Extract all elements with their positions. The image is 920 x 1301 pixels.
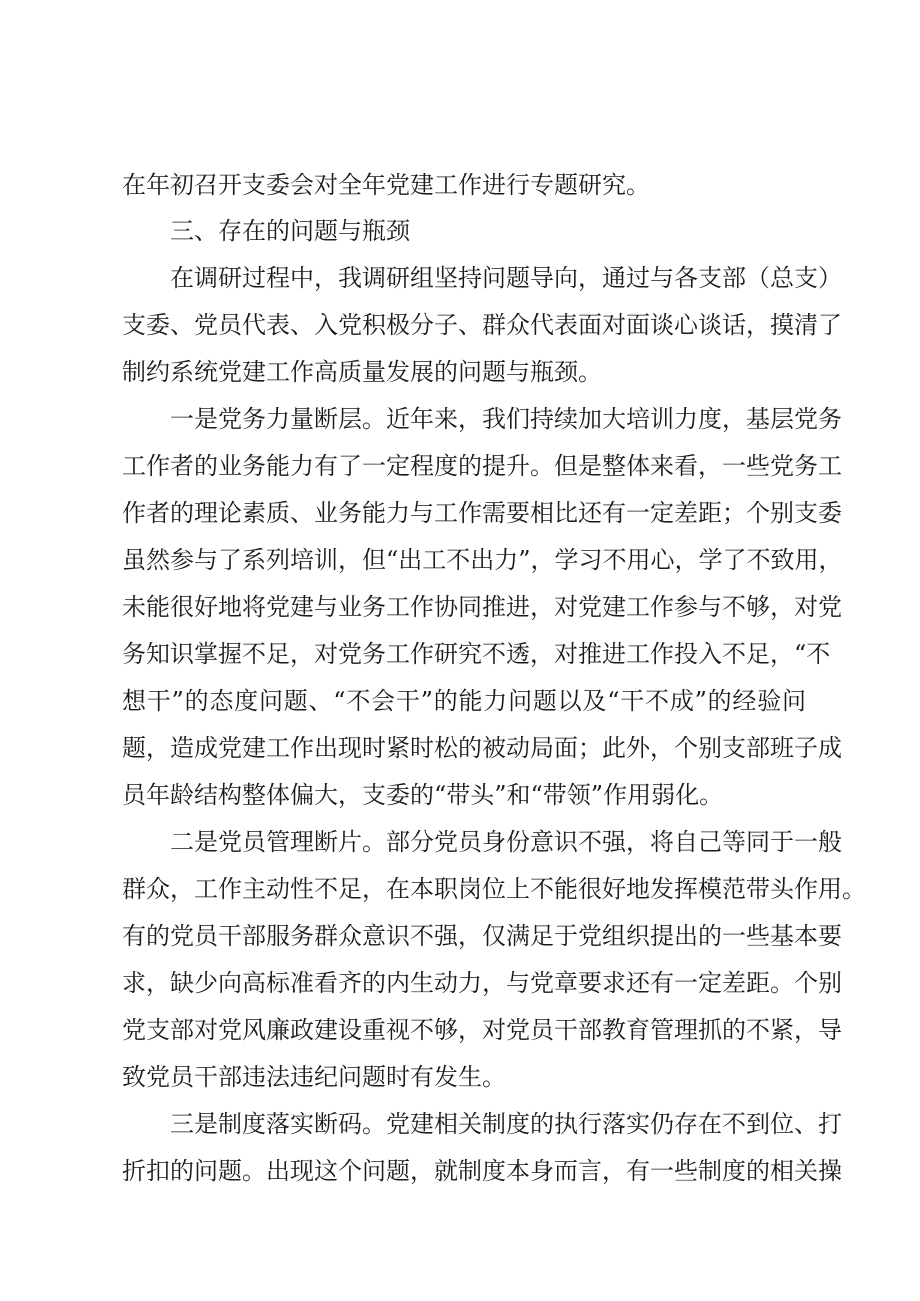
paragraph-line: 二是党员管理断片。部分党员身份意识不强，将自己等同于一般 bbox=[170, 828, 842, 856]
paragraph-line: 想干”的态度问题、“不会干”的能力问题以及“干不成”的经验问 bbox=[122, 687, 806, 715]
paragraph-line: 致党员干部违法违纪问题时有发生。 bbox=[122, 1063, 506, 1091]
paragraph-line: 未能很好地将党建与业务工作协同推进，对党建工作参与不够，对党 bbox=[122, 593, 842, 621]
paragraph-line: 党支部对党风廉政建设重视不够，对党员干部教育管理抓的不紧，导 bbox=[122, 1016, 842, 1044]
paragraph-line: 务知识掌握不足，对党务工作研究不透，对推进工作投入不足，“不 bbox=[122, 640, 831, 668]
section-heading: 三、存在的问题与瓶颈 bbox=[170, 217, 410, 245]
paragraph-line: 虽然参与了系列培训，但“出工不出力”，学习不用心，学了不致用， bbox=[122, 546, 843, 574]
paragraph-line: 求，缺少向高标准看齐的内生动力，与党章要求还有一定差距。个别 bbox=[122, 969, 842, 997]
paragraph-line: 在调研过程中，我调研组坚持问题导向，通过与各支部（总支） bbox=[170, 264, 842, 292]
paragraph-line: 作者的理论素质、业务能力与工作需要相比还有一定差距；个别支委 bbox=[122, 499, 842, 527]
continuation-line: 在年初召开支委会对全年党建工作进行专题研究。 bbox=[122, 171, 650, 199]
paragraph-line: 工作者的业务能力有了一定程度的提升。但是整体来看，一些党务工 bbox=[122, 452, 842, 480]
paragraph-line: 三是制度落实断码。党建相关制度的执行落实仍存在不到位、打 bbox=[170, 1110, 842, 1138]
paragraph-line: 群众，工作主动性不足，在本职岗位上不能很好地发挥模范带头作用。 bbox=[122, 875, 866, 903]
paragraph-line: 制约系统党建工作高质量发展的问题与瓶颈。 bbox=[122, 358, 602, 386]
paragraph-line: 支委、党员代表、入党积极分子、群众代表面对面谈心谈话，摸清了 bbox=[122, 311, 842, 339]
paragraph-line: 员年龄结构整体偏大，支委的“带头”和“带领”作用弱化。 bbox=[122, 781, 724, 809]
paragraph-line: 有的党员干部服务群众意识不强，仅满足于党组织提出的一些基本要 bbox=[122, 922, 842, 950]
paragraph-line: 一是党务力量断层。近年来，我们持续加大培训力度，基层党务 bbox=[170, 405, 842, 433]
paragraph-line: 折扣的问题。出现这个问题，就制度本身而言，有一些制度的相关操 bbox=[122, 1157, 842, 1185]
paragraph-line: 题，造成党建工作出现时紧时松的被动局面；此外，个别支部班子成 bbox=[122, 734, 842, 762]
